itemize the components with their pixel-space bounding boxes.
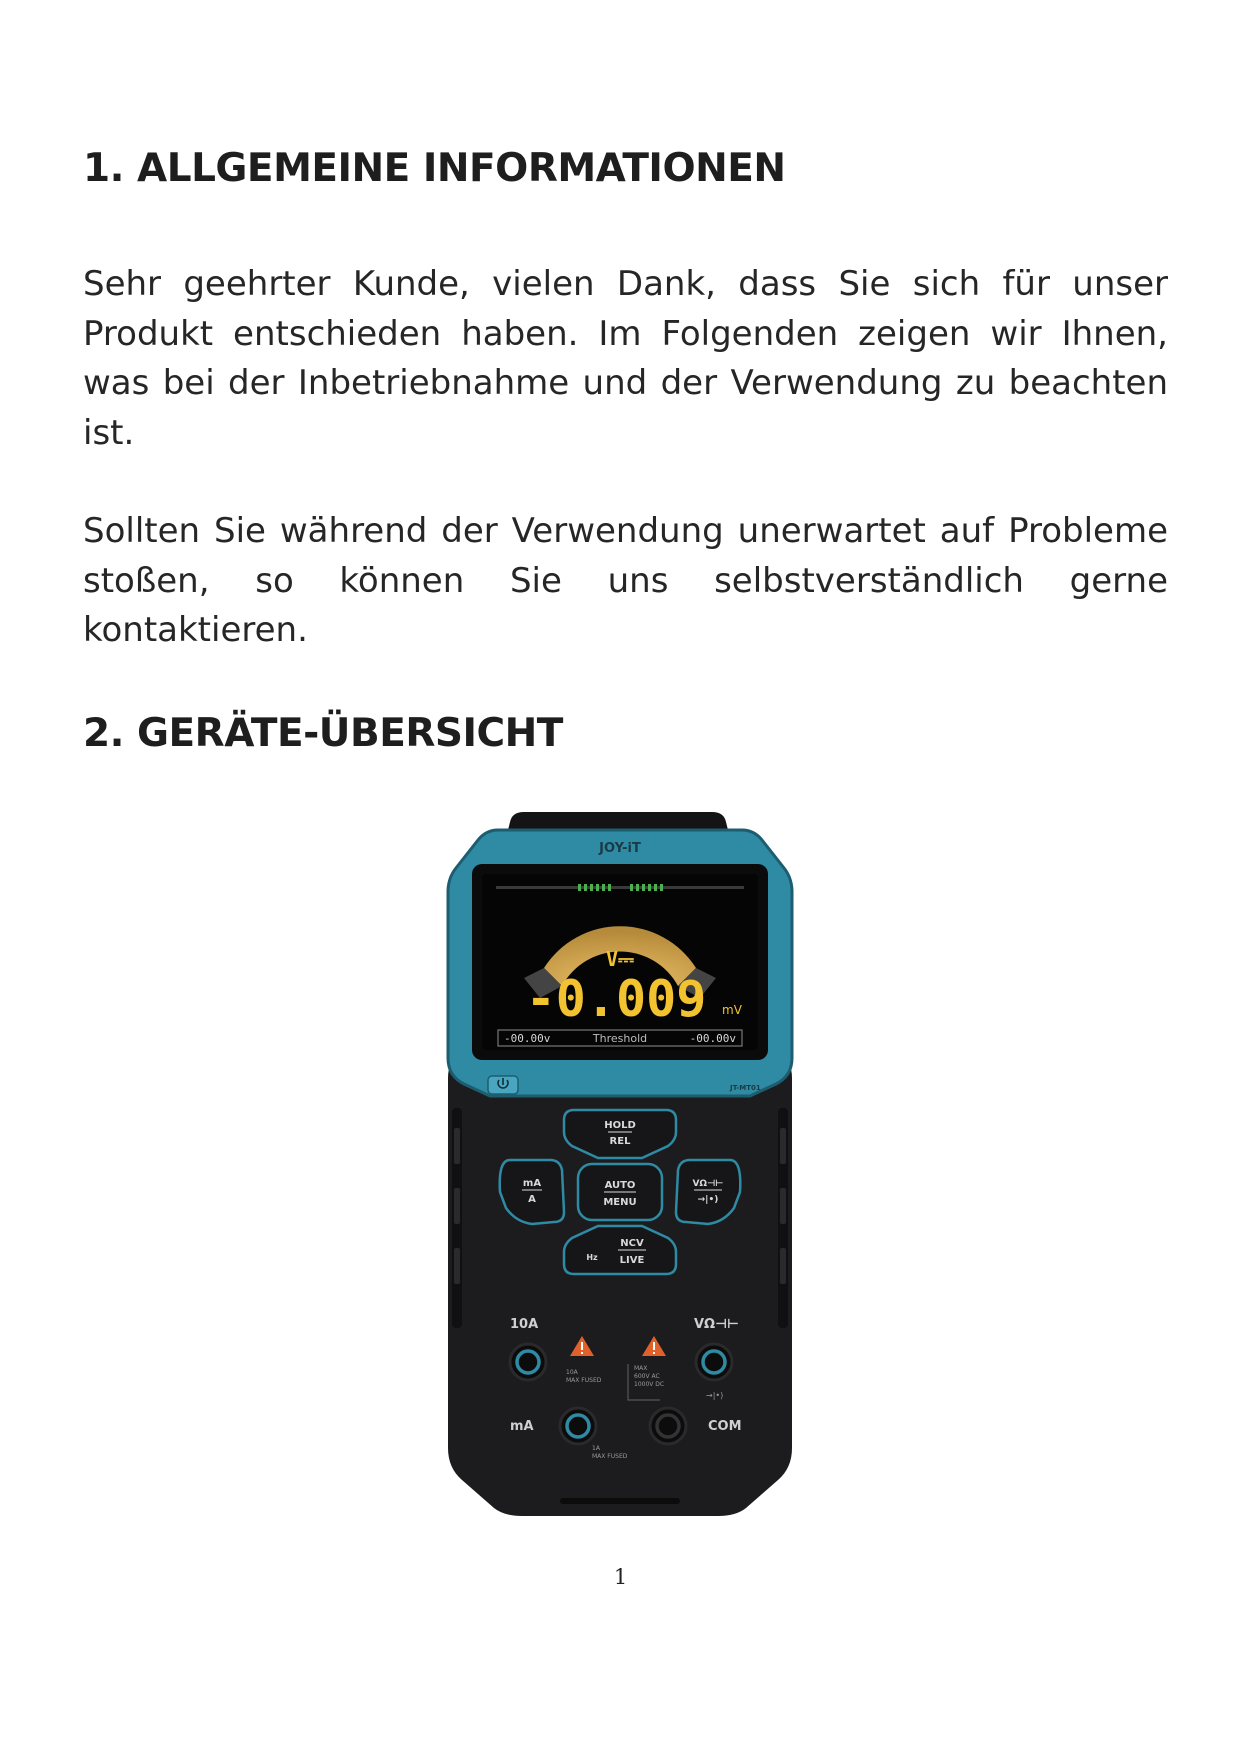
svg-text:MAX FUSED: MAX FUSED: [592, 1453, 628, 1460]
svg-text:A: A: [528, 1194, 536, 1205]
main-reading: -0.009: [525, 970, 707, 1028]
section-heading-device-overview: 2. GERÄTE-ÜBERSICHT: [83, 711, 563, 756]
hold-rel-button[interactable]: [564, 1110, 676, 1158]
svg-text:VΩ⊣⊢: VΩ⊣⊢: [692, 1179, 724, 1189]
auto-menu-button[interactable]: [578, 1164, 662, 1220]
threshold-label: Threshold: [592, 1032, 648, 1045]
svg-text:600V AC: 600V AC: [634, 1373, 660, 1380]
svg-text:NCV: NCV: [620, 1238, 644, 1249]
svg-text:HOLD: HOLD: [604, 1120, 636, 1131]
diode-label: →|•): [706, 1391, 724, 1400]
brand-logo: JOY-iT: [599, 841, 641, 856]
svg-text:Hz: Hz: [586, 1253, 598, 1262]
contact-paragraph: Sollten Sie während der Verwendung unerwartet auf Probleme stoßen, so können Sie uns selbstverständlich gerne kontaktieren.: [83, 511, 1168, 650]
port-label-volt: VΩ⊣⊢: [694, 1317, 739, 1332]
model-label: JT-MT01: [730, 1084, 761, 1092]
intro-paragraph: Sehr geehrter Kunde, vielen Dank, dass Sie sich für unser Produkt entschieden haben. Im Folgenden zeigen wir Ihnen, was bei der Inbetriebnahme und der Verwendung zu beachten ist.: [83, 264, 1168, 453]
jack-volt[interactable]: [696, 1344, 732, 1380]
bottom-slot: [560, 1498, 680, 1504]
port-label-com: COM: [708, 1419, 742, 1434]
svg-text:REL: REL: [609, 1136, 631, 1147]
svg-text:MAX FUSED: MAX FUSED: [566, 1377, 602, 1384]
section-heading-general-info: 1. ALLGEMEINE INFORMATIONEN: [83, 146, 786, 191]
ncv-live-button[interactable]: [564, 1226, 676, 1274]
fuse-label-10a: 10A: [566, 1369, 578, 1376]
rating-label: MAX: [634, 1365, 648, 1372]
reading-unit: mV: [722, 1003, 742, 1017]
svg-text:AUTO: AUTO: [604, 1180, 636, 1191]
fuse-label-ma: 1A: [592, 1445, 600, 1452]
jack-com[interactable]: [650, 1408, 686, 1444]
svg-text:1000V DC: 1000V DC: [634, 1381, 665, 1388]
svg-text:→|•): →|•): [697, 1195, 719, 1205]
svg-text:mA: mA: [522, 1178, 542, 1189]
port-label-ma: mA: [510, 1419, 534, 1434]
threshold-right: -00.00v: [689, 1032, 736, 1045]
jack-10a[interactable]: [510, 1344, 546, 1380]
mode-indicator: V⎓: [605, 947, 635, 971]
svg-text:LIVE: LIVE: [619, 1255, 645, 1266]
jack-ma[interactable]: [560, 1408, 596, 1444]
port-label-10a: 10A: [510, 1317, 539, 1332]
threshold-left: -00.00v: [504, 1032, 551, 1045]
page-number: 1: [613, 1565, 628, 1589]
multimeter-image: [432, 808, 808, 1528]
svg-text:MENU: MENU: [603, 1197, 637, 1208]
